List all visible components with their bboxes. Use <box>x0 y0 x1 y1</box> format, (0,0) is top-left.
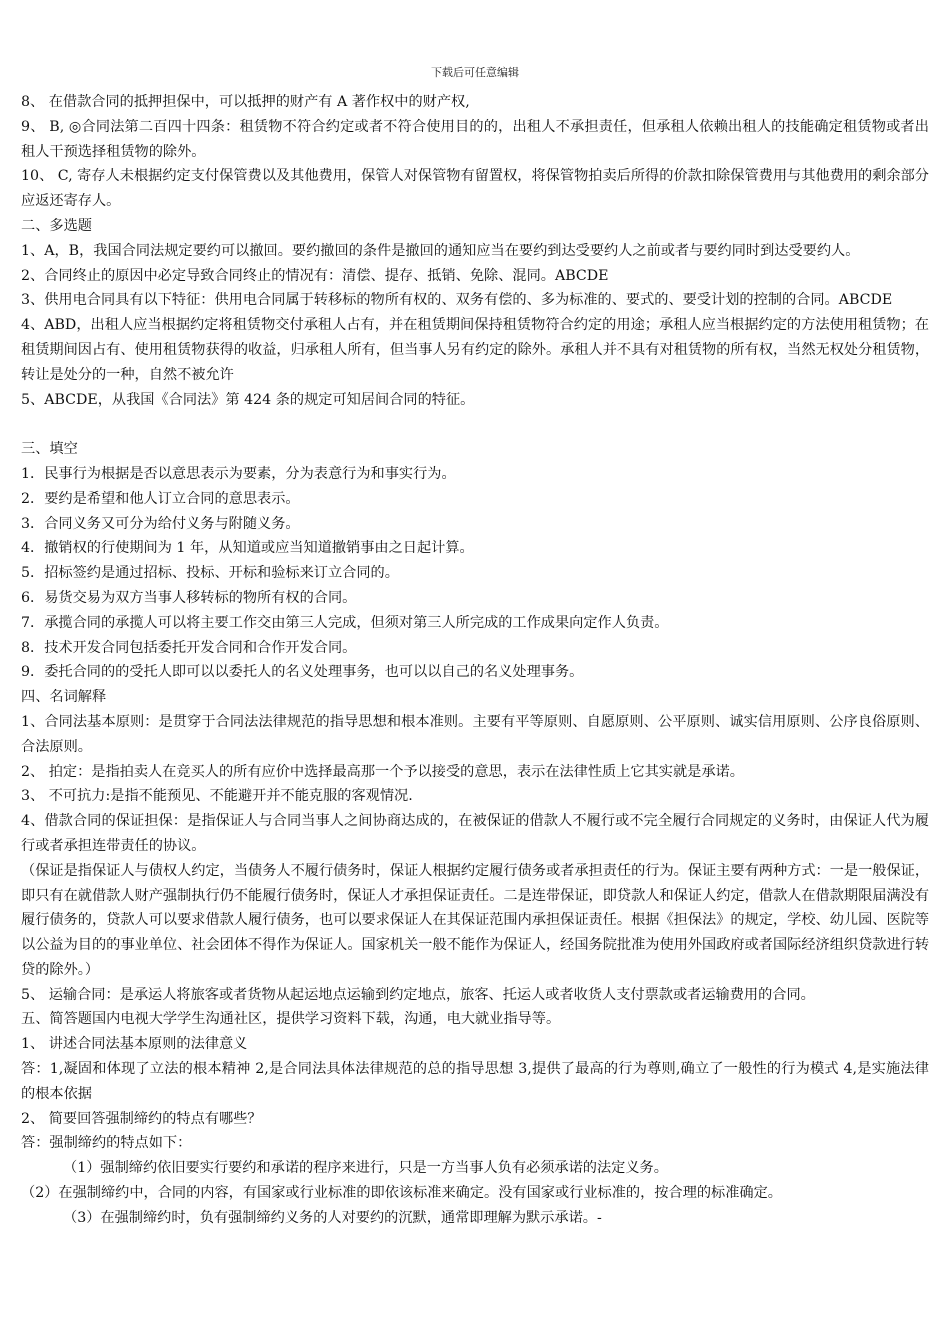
answer-item: 2、合同终止的原因中必定导致合同终止的情况有：清偿、提存、抵销、免除、混同。ABCDE <box>21 267 609 284</box>
page-header: 下载后可任意编辑 <box>431 66 519 79</box>
section-heading: 三、填空 <box>21 441 78 458</box>
answer-item: 2．要约是希望和他人订立合同的意思表示。 <box>21 490 300 507</box>
section-heading: 五、简答题国内电视大学学生沟通社区，提供学习资料下载，沟通，电大就业指导等。 <box>21 1011 561 1028</box>
answer-point: （1）强制缔约依旧要实行要约和承诺的程序来进行，只是一方当事人负有必须承诺的法定义务。 <box>63 1160 668 1177</box>
answer-item: 8、 在借款合同的抵押担保中，可以抵押的财产有 A 著作权中的财产权, <box>21 94 470 110</box>
answer-point: （2）在强制缔约中，合同的内容，有国家或行业标准的即依该标准来确定。没有国家或行业标准的，按合理的标准确定。 <box>21 1185 782 1202</box>
answer-item: 4、ABD，出租人应当根据约定将租赁物交付承租人占有，并在租赁期间保持租赁物符合约定的用途；承租人应当根据约定的方法使用租赁物；在租赁期间因占有、使用租赁物获得的收益，归承租人所有，但当事人另有约定的除外。承租人并不具有对租赁物的所有权，当然无权处分租赁物，转让是处分的一种，自然不被允许 <box>21 317 930 383</box>
answer-item: 答：1,凝固和体现了立法的根本精神 2,是合同法具体法律规范的总的指导思想 3,提供了最高的行为尊则,确立了一般性的行为模式 4,是实施法律的根本依据 <box>21 1061 929 1102</box>
answer-item: 6．易货交易为双方当事人移转标的物所有权的合同。 <box>21 589 357 606</box>
answer-item: 3、 不可抗力:是指不能预见、不能避开并不能克服的客观情况. <box>21 788 413 805</box>
answer-item: 2、 拍定：是指拍卖人在竞买人的所有应价中选择最高那一个予以接受的意思，表示在法律性质上它其实就是承诺。 <box>21 763 744 780</box>
answer-item: 3．合同义务又可分为给付义务与附随义务。 <box>21 515 300 532</box>
answer-item: 4、借款合同的保证担保：是指保证人与合同当事人之间协商达成的，在被保证的借款人不履行或不完全履行合同规定的义务时，由保证人代为履行或者承担连带责任的协议。 <box>21 813 929 854</box>
answer-note: （保证是指保证人与债权人约定，当债务人不履行债务时，保证人根据约定履行债务或者承担责任的行为。保证主要有两种方式：一是一般保证，即只有在就借款人财产强制执行仍不能履行债务时，保证人才承担保证责任。二是连带保证，即贷款人和保证人约定，借款人在借款期限届满没有履行债务的，贷款人可以要求借款人履行债务，也可以要求保证人在其保证范围内承担保证责任。根据《担保法》的规定，学校、幼儿园、医院等以公益为目的的事业单位、社会团体不得作为保证人。国家机关一般不能作为保证人，经国务院批准为使用外国政府或者国际经济组织贷款进行转贷的除外。） <box>21 862 930 978</box>
answer-item: 7．承揽合同的承揽人可以将主要工作交由第三人完成，但须对第三人所完成的工作成果向定作人负责。 <box>21 614 669 631</box>
answer-item: 5、ABCDE，从我国《合同法》第 424 条的规定可知居间合同的特征。 <box>21 391 475 408</box>
question-item: 2、 简要回答强制缔约的特点有哪些？ <box>21 1110 262 1127</box>
section-heading: 四、名词解释 <box>21 689 107 706</box>
answer-point: （3）在强制缔约时，负有强制缔约义务的人对要约的沉默，通常即理解为默示承诺。- <box>63 1209 602 1226</box>
answer-item: 答：强制缔约的特点如下： <box>21 1135 192 1152</box>
answer-item: 10、 C, 寄存人未根据约定支付保管费以及其他费用，保管人对保管物有留置权，将保管物拍卖后所得的价款扣除保管费用与其他费用的剩余部分应返还寄存人。 <box>21 168 929 210</box>
answer-item: 1、合同法基本原则：是贯穿于合同法法律规范的指导思想和根本准则。主要有平等原则、自愿原则、公平原则、诚实信用原则、公序良俗原则、合法原则。 <box>21 713 929 755</box>
answer-item: 9、 B, ◎合同法第二百四十四条：租赁物不符合约定或者不符合使用目的的，出租人不承担责任，但承租人依赖出租人的技能确定租赁物或者出租人干预选择租赁物的除外。 <box>21 118 929 160</box>
answer-item: 5．招标签约是通过招标、投标、开标和验标来订立合同的。 <box>21 565 399 582</box>
document-body <box>21 90 929 1231</box>
answer-item: 3、供用电合同具有以下特征：供用电合同属于转移标的物所有权的、双务有偿的、多为标准的、要式的、要受计划的控制的合同。ABCDE <box>21 292 893 309</box>
answer-item: 8．技术开发合同包括委托开发合同和合作开发合同。 <box>21 639 357 656</box>
blank-line <box>21 412 929 437</box>
answer-item: 1．民事行为根据是否以意思表示为要素，分为表意行为和事实行为。 <box>21 465 456 482</box>
answer-item: 4．撤销权的行使期间为 1 年，从知道或应当知道撤销事由之日起计算。 <box>21 540 474 557</box>
answer-item: 1、A，B，我国合同法规定要约可以撤回。要约撤回的条件是撤回的通知应当在要约到达受要约人之前或者与要约同时到达受要约人。 <box>21 242 860 259</box>
answer-item: 9．委托合同的的受托人即可以以委托人的名义处理事务，也可以以自己的名义处理事务。 <box>21 664 584 681</box>
answer-item: 5、 运输合同：是承运人将旅客或者货物从起运地点运输到约定地点，旅客、托运人或者收货人支付票款或者运输费用的合同。 <box>21 986 815 1003</box>
section-heading: 二、多选题 <box>21 217 92 234</box>
question-item: 1、 讲述合同法基本原则的法律意义 <box>21 1036 248 1053</box>
